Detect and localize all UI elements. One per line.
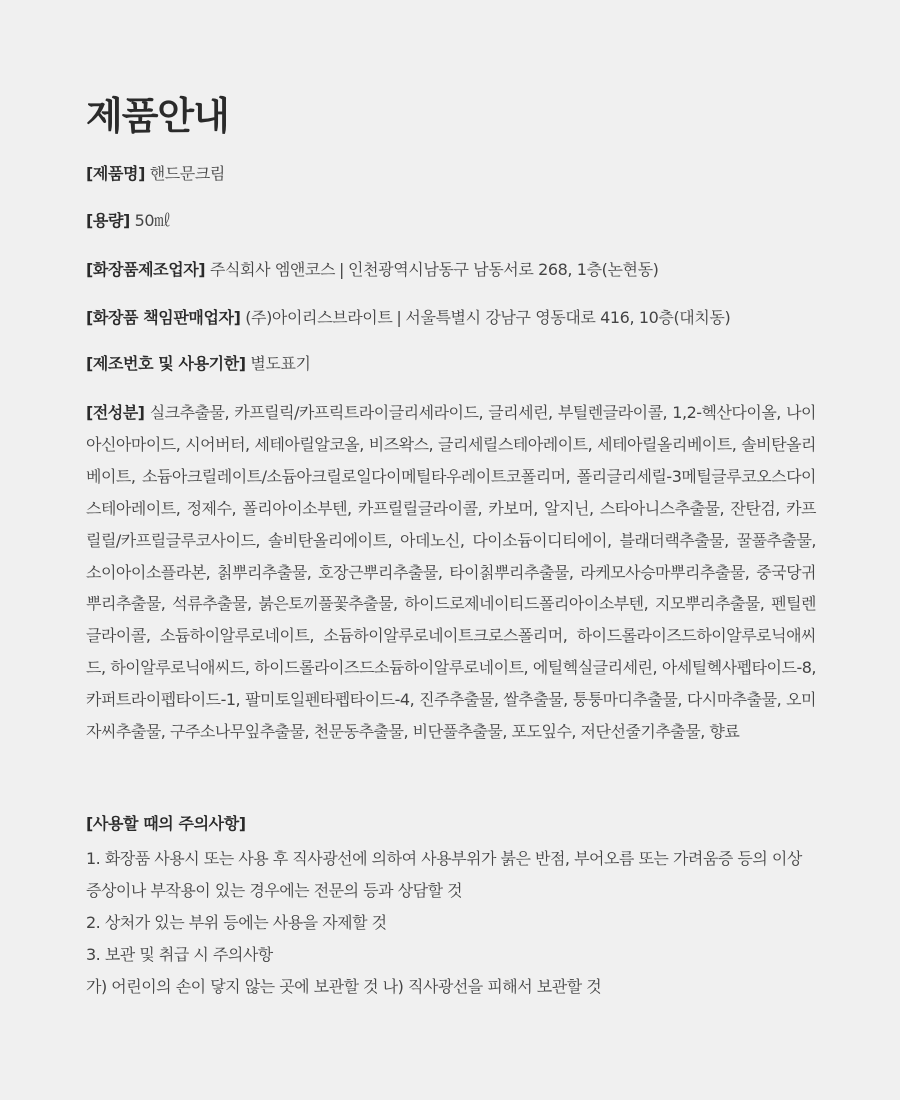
manufacturer-label: [화장품제조업자] xyxy=(86,260,206,279)
product-name-row xyxy=(86,162,860,186)
distributor-label: [화장품 책임판매업자] xyxy=(86,308,241,327)
manufacturer-row xyxy=(86,258,860,282)
manufacturer-address: 인천광역시남동구 남동서로 268, 1층(논현동) xyxy=(348,260,659,279)
distributor-name: (주)아이리스브라이트 xyxy=(245,308,393,327)
volume-value: 50㎖ xyxy=(134,211,170,230)
volume-label: [용량] xyxy=(86,211,130,230)
product-name-value: 핸드문크림 xyxy=(149,164,225,183)
caution-item: 가) 어린이의 손이 닿지 않는 곳에 보관할 것 나) 직사광선을 피해서 보관할 것 xyxy=(86,976,602,996)
page-title: 제품안내 xyxy=(86,94,229,138)
ingredients-text xyxy=(86,397,816,748)
distributor-address: 서울특별시 강남구 영동대로 416, 10층(대치동) xyxy=(405,308,731,327)
manufacturer-name: 주식회사 엠앤코스 xyxy=(209,260,336,279)
ingredients-value: 실크추출물, 카프릴릭/카프릭트라이글리세라이드, 글리세린, 부틸렌글라이콜, 1,2-헥산다이올, 나이아신아마이드, 시어버터, 세테아릴알코올, 비즈왁스, 글리세릴스테아레이트, 세테아릴올리베이트, 솔비탄올리베이트, 소듐아크릴레이트/소듐아크릴로일다이메틸타우레이트코폴리머, 폴리글리세릴-3메틸글루코오스다이스테아레이트, 정제수, 폴리아이소부텐, 카프릴릴글라이콜, 카보머, 알지닌, 스타아니스추출물, 잔탄검, 카프릴릴/카프릴글루코사이드, 솔비탄올리에이트, 아데노신, 다이소듐이디티에이, 블래더랙추출물, 꿀풀추출물, 소이아이소플라본, 칡뿌리추출물, 호장근뿌리추출물, 타이칡뿌리추출물, 라케모사승마뿌리추출물, 중국당귀뿌리추출물, 석류추출물, 붉은토끼풀꽃추출물, 하이드로제네이티드폴리아이소부텐, 지모뿌리추출물, 펜틸렌글라이콜, 소듐하이알루로네이트, 소듐하이알루로네이트크로스폴리머, 하이드롤라이즈드하이알루로닉애씨드, 하이알루로닉애씨드, 하이드롤라이즈드소듐하이알루로네이트, 에틸헥실글리세린, 아세틸헥사펩타이드-8, 카퍼트라이펩타이드-1, 팔미토일펜타펩타이드-4, 진주추출물, 쌀추출물, 퉁퉁마디추출물, 다시마추출물, 오미자씨추출물, 구주소나무잎추출물, 천문동추출물, 비단풀추출물, 포도잎수, 저단선줄기추출물, 향료 xyxy=(86,403,816,742)
manufacture-number-value: 별도표기 xyxy=(250,354,311,373)
caution-item: 3. 보관 및 취급 시 주의사항 xyxy=(86,944,273,964)
ingredients-label: [전성분] xyxy=(86,403,145,422)
manufacture-number-label: [제조번호 및 사용기한] xyxy=(86,354,246,373)
caution-title: [사용할 때의 주의사항] xyxy=(86,814,246,833)
distributor-row xyxy=(86,306,860,330)
volume-row xyxy=(86,209,860,233)
caution-item: 2. 상처가 있는 부위 등에는 사용을 자제할 것 xyxy=(86,912,387,932)
caution-item: 증상이나 부작용이 있는 경우에는 전문의 등과 상담할 것 xyxy=(86,880,463,900)
distributor-separator: | xyxy=(396,308,402,327)
caution-list xyxy=(86,843,826,1003)
manufacturer-separator: | xyxy=(339,260,345,279)
manufacture-number-row xyxy=(86,352,860,376)
caution-item: 1. 화장품 사용시 또는 사용 후 직사광선에 의하여 사용부위가 붉은 반점, 부어오름 또는 가려움증 등의 이상 xyxy=(86,849,802,868)
product-name-label: [제품명] xyxy=(86,164,145,183)
